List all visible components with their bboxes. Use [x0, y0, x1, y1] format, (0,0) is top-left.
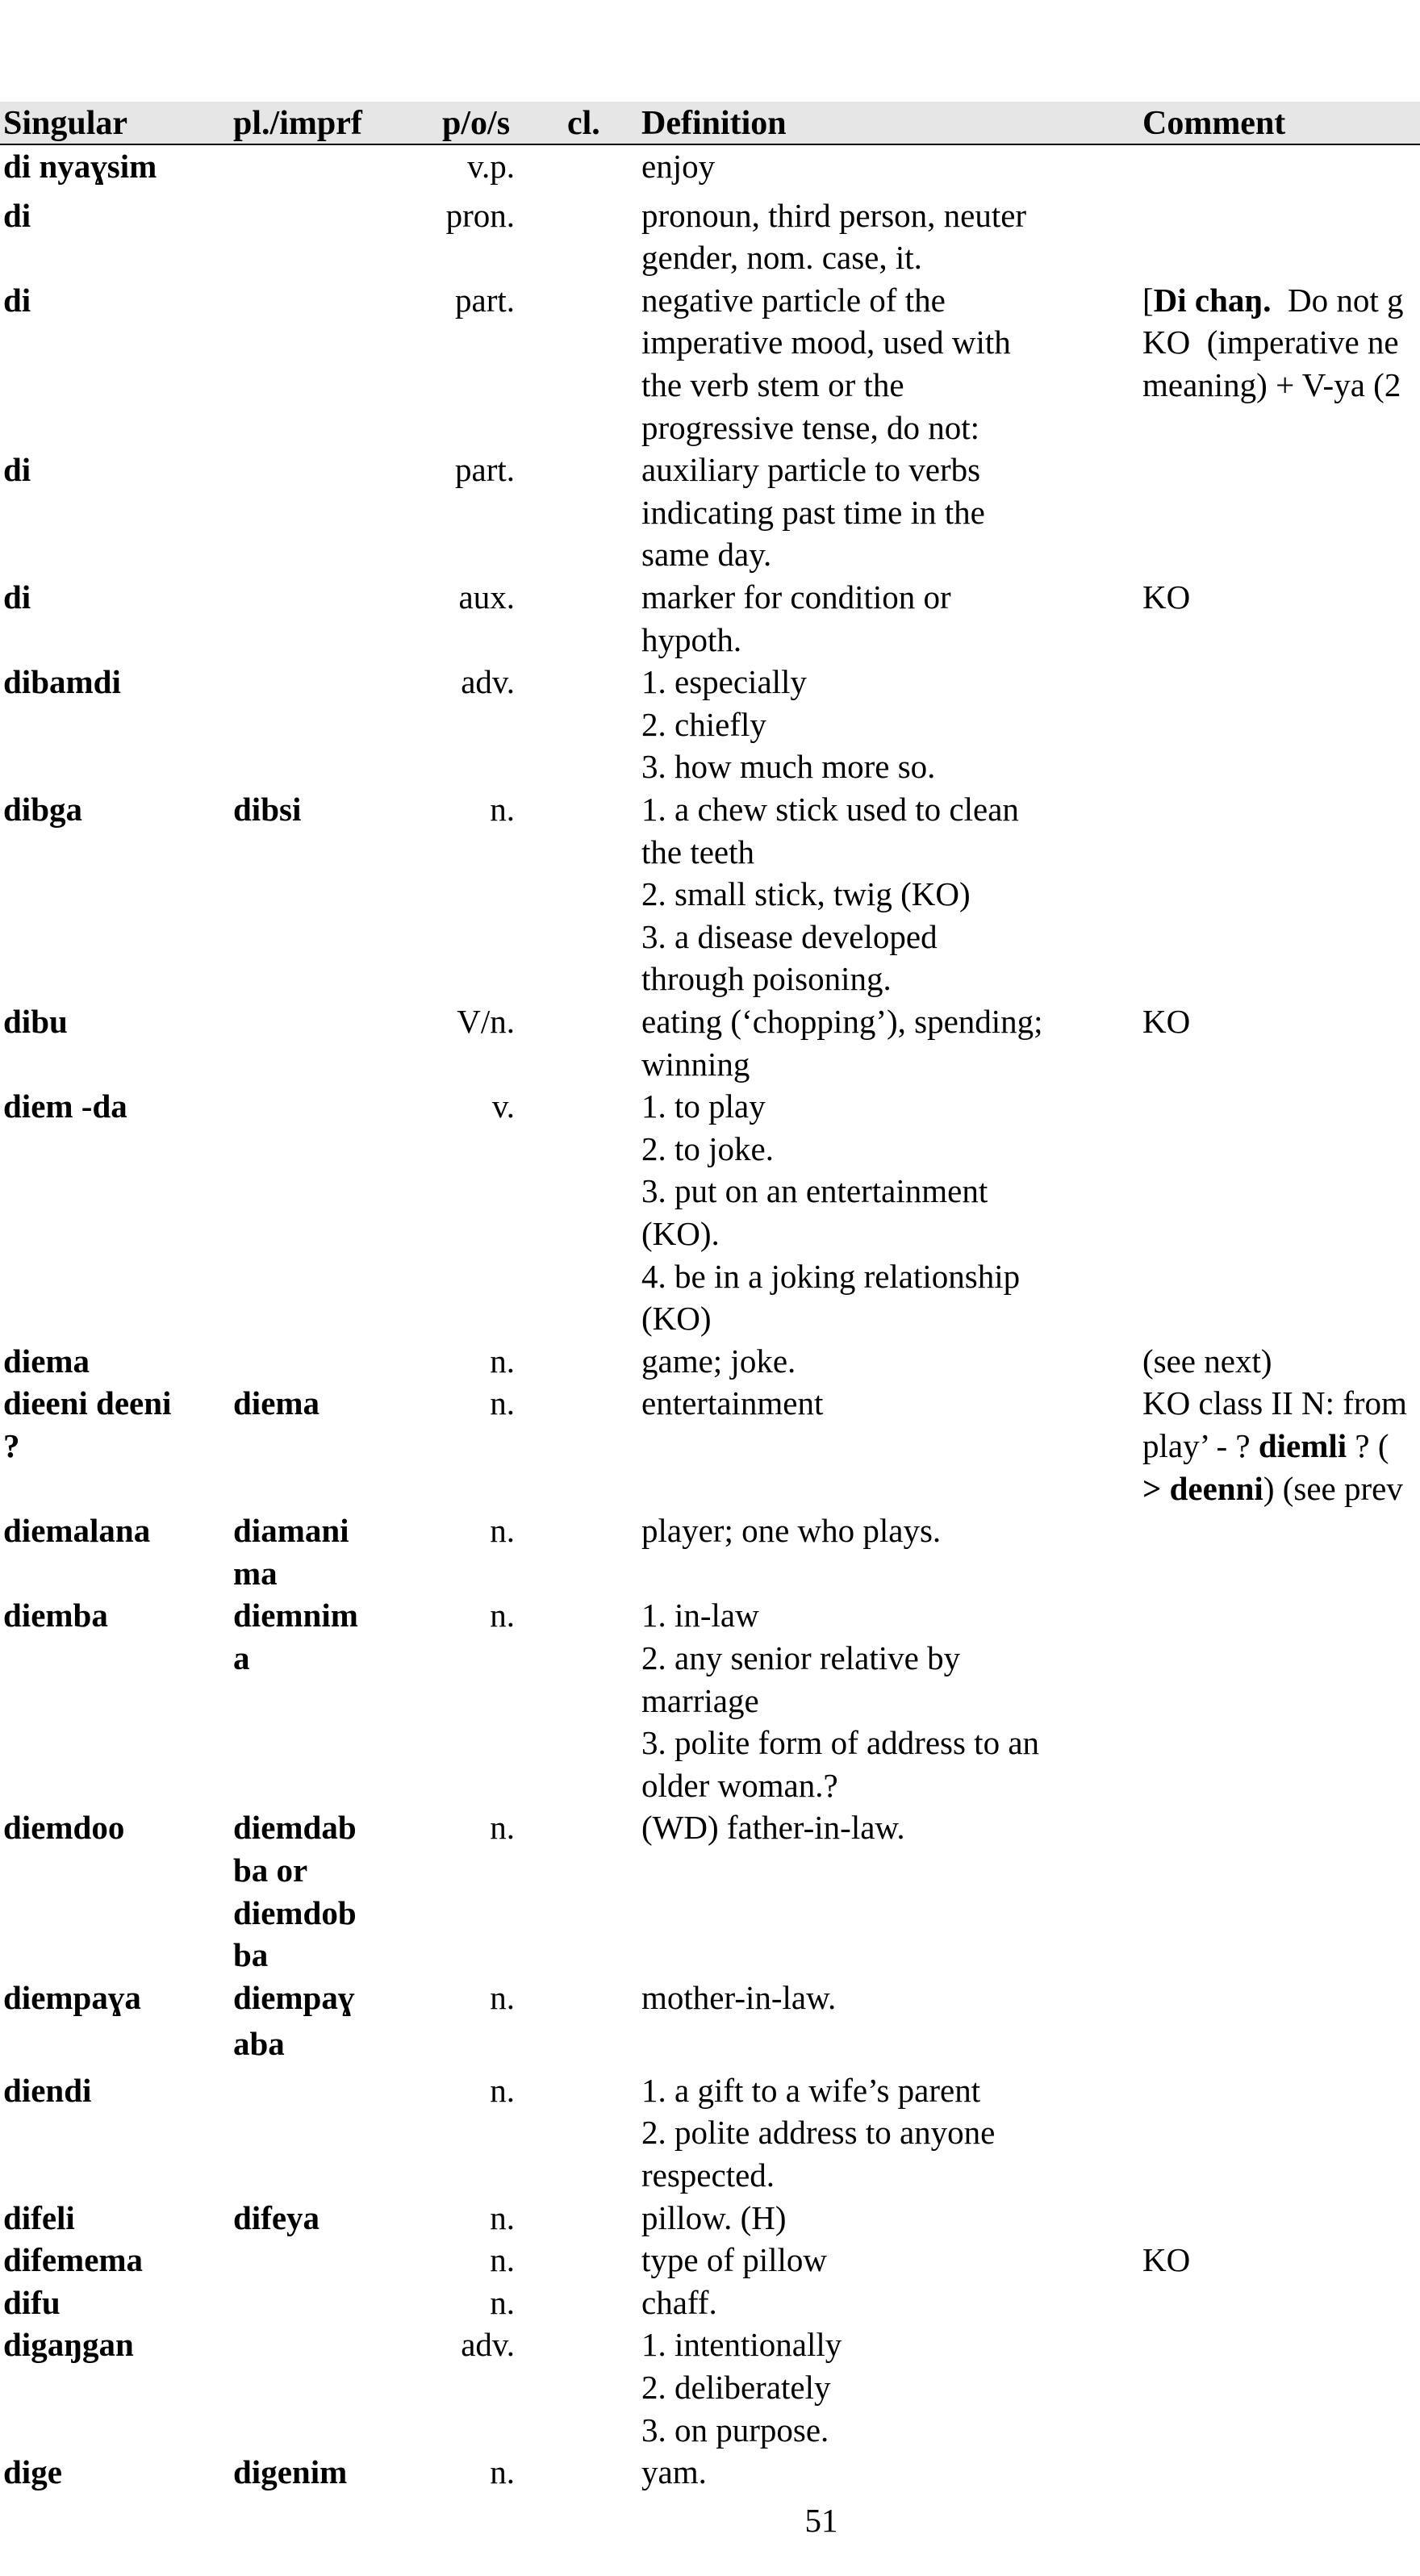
part-of-speech: adv.	[461, 2326, 515, 2364]
plural-form-line: diema	[233, 1384, 320, 1422]
part-of-speech: pron.	[445, 196, 515, 234]
definition-line: 1. a chew stick used to clean	[641, 790, 1019, 828]
headword	[3, 1509, 150, 1552]
definition-line: 1. a gift to a wife’s parent	[641, 2071, 981, 2109]
comment-text: KO (imperative ne	[1142, 324, 1399, 361]
definition-line: 2. to joke.	[641, 1129, 774, 1167]
comment-text: diemli	[1258, 1426, 1347, 1464]
definition-line: mother-in-law.	[641, 1978, 837, 2016]
table-row	[0, 1340, 1420, 1383]
table-row	[0, 2197, 1420, 2240]
headword	[3, 1806, 124, 1849]
definition-line: chaff.	[641, 2283, 717, 2321]
definition-line: (WD) father-in-law.	[641, 1809, 905, 1847]
part-of-speech: n.	[490, 2071, 515, 2109]
definition-line: pronoun, third person, neuter	[641, 196, 1027, 234]
definition	[641, 1806, 905, 1849]
plural-form	[233, 1382, 320, 1425]
headword	[3, 1340, 90, 1383]
definition-line: 2. small stick, twig (KO)	[641, 875, 971, 913]
comment	[1142, 1382, 1407, 1509]
definition-line: through poisoning.	[641, 960, 892, 998]
definition	[641, 661, 935, 788]
headword-line: difeli	[3, 2198, 75, 2236]
definition-line: enjoy	[641, 148, 716, 185]
part-of-speech: n.	[490, 2241, 515, 2279]
definition-line: 2. deliberately	[641, 2369, 831, 2407]
definition-line: 1. especially	[641, 663, 807, 701]
part-of-speech: part.	[455, 281, 515, 319]
comment-line	[1142, 279, 1403, 322]
plural-form	[233, 1806, 357, 1976]
definition	[641, 576, 951, 661]
comment-text: KO class II N: from	[1142, 1384, 1407, 1422]
headword	[3, 1977, 141, 2019]
part-of-speech: n.	[490, 1978, 515, 2016]
headword-line: diempaɣa	[3, 1978, 141, 2016]
headword-line: di nyaɣsim	[3, 148, 157, 185]
headword	[3, 279, 31, 322]
comment-text: > deenni	[1142, 1469, 1263, 1507]
part-of-speech: n.	[490, 2283, 515, 2321]
headword-line: dibga	[3, 790, 82, 828]
part-of-speech: V/n.	[457, 1002, 515, 1040]
definition-line: 4. be in a joking relationship	[641, 1257, 1021, 1295]
comment-line	[1142, 321, 1403, 364]
plural-form	[233, 2451, 347, 2494]
headword-line: di	[3, 196, 31, 234]
headword-line: di	[3, 281, 31, 319]
comment-line	[1142, 364, 1403, 407]
table-row	[0, 788, 1420, 1000]
plural-form	[233, 2197, 320, 2240]
headword-line: dibu	[3, 1002, 68, 1040]
definition-line: negative particle of the	[641, 281, 946, 319]
definition	[641, 1340, 796, 1383]
definition-line: entertainment	[641, 1384, 824, 1422]
definition-line: marriage	[641, 1681, 759, 1719]
definition-line: respected.	[641, 2156, 775, 2194]
headword	[3, 2282, 61, 2324]
definition	[641, 1382, 823, 1425]
table-row	[0, 1085, 1420, 1340]
comment-line	[1142, 1000, 1190, 1043]
headword-line: digaŋgan	[3, 2326, 134, 2364]
headword	[3, 1085, 127, 1128]
comment	[1142, 279, 1403, 407]
header-definition: Definition	[641, 105, 787, 142]
comment-text: [	[1142, 281, 1154, 319]
headword-line: difu	[3, 2283, 61, 2321]
plural-form-line: a	[233, 1639, 250, 1676]
plural-form-line: dibsi	[233, 790, 302, 828]
plural-form	[233, 1594, 358, 1679]
headword-line: dieeni deeni	[3, 1384, 172, 1422]
definition-line: indicating past time in the	[641, 493, 985, 531]
definition	[641, 279, 1011, 449]
definition-line: 3. polite form of address to an	[641, 1724, 1040, 1762]
comment	[1142, 576, 1190, 619]
header-comment: Comment	[1142, 105, 1286, 142]
definition-line: type of pillow	[641, 2241, 828, 2279]
headword	[3, 661, 121, 703]
comment-text: KO	[1142, 578, 1191, 616]
header-plural: pl./imprf	[233, 105, 362, 142]
plural-form-line: ba or	[233, 1851, 308, 1889]
definition-line: auxiliary particle to verbs	[641, 451, 981, 489]
part-of-speech: n.	[490, 2453, 515, 2491]
table-row	[0, 145, 1420, 188]
headword-line: diemalana	[3, 1512, 151, 1550]
headword	[3, 576, 31, 619]
headword-line: di	[3, 451, 31, 489]
table-row	[0, 1594, 1420, 1806]
comment	[1142, 2239, 1190, 2282]
headword	[3, 2323, 134, 2366]
definition-line: (KO).	[641, 1214, 720, 1252]
plural-form-line: ma	[233, 1554, 278, 1592]
comment-line	[1142, 1340, 1272, 1383]
definition-line: gender, nom. case, it.	[641, 239, 922, 277]
definition-line: pillow. (H)	[641, 2198, 787, 2236]
definition-line: 2. any senior relative by	[641, 1639, 961, 1676]
part-of-speech: n.	[490, 1597, 515, 1635]
definition-line: 2. polite address to anyone	[641, 2114, 996, 2152]
plural-form-line: diemdab	[233, 1809, 357, 1847]
part-of-speech: n.	[490, 790, 515, 828]
comment-text: KO	[1142, 1002, 1191, 1040]
definition	[641, 2239, 827, 2282]
headword-line: diem -da	[3, 1088, 127, 1125]
plural-form-line: diempaɣ	[233, 1978, 355, 2016]
plural-form-line: digenim	[233, 2453, 348, 2491]
comment-text: Di chaŋ.	[1153, 281, 1272, 319]
headword	[3, 194, 31, 237]
definition	[641, 2282, 717, 2324]
headword	[3, 145, 157, 188]
definition	[641, 2069, 995, 2197]
plural-form-line: diemdob	[233, 1893, 357, 1931]
plural-form	[233, 1509, 349, 1594]
comment-line	[1142, 1425, 1407, 1468]
definition-line: winning	[641, 1045, 750, 1083]
page-number: 51	[804, 2502, 838, 2539]
headword	[3, 2069, 91, 2112]
definition-line: the teeth	[641, 833, 755, 870]
definition-line: older woman.?	[641, 1766, 838, 1804]
comment-text: ) (see prev	[1263, 1469, 1403, 1507]
headword	[3, 2197, 75, 2240]
definition-line: 3. how much more so.	[641, 748, 936, 786]
comment-text: Do not g	[1271, 281, 1404, 319]
definition-line: 1. intentionally	[641, 2326, 842, 2364]
table-row	[0, 1977, 1420, 2061]
headword-line: diendi	[3, 2071, 92, 2109]
table-row	[0, 1000, 1420, 1085]
definition-line: 3. put on an entertainment	[641, 1172, 988, 1210]
table-row	[0, 576, 1420, 661]
plural-form-line: ba	[233, 1936, 269, 1974]
table-row	[0, 2323, 1420, 2451]
table-row	[0, 661, 1420, 788]
comment-text: (see next)	[1142, 1342, 1272, 1380]
headword-line: difemema	[3, 2241, 144, 2279]
definition	[641, 1594, 1039, 1806]
part-of-speech: aux.	[458, 578, 515, 616]
table-row	[0, 449, 1420, 576]
plural-form-line: aba	[233, 2025, 285, 2063]
headword-line: di	[3, 578, 31, 616]
headword-line: ?	[3, 1426, 20, 1464]
headword	[3, 449, 31, 491]
definition-line: (KO)	[641, 1300, 712, 1338]
definition-line: hypoth.	[641, 620, 742, 658]
comment	[1142, 1340, 1272, 1383]
headword	[3, 1000, 68, 1043]
definition	[641, 1085, 1020, 1340]
definition-line: game; joke.	[641, 1342, 796, 1380]
definition-line: imperative mood, used with	[641, 324, 1011, 361]
comment-line	[1142, 2239, 1190, 2282]
table-row	[0, 1806, 1420, 1976]
plural-form-line: diemnim	[233, 1597, 358, 1635]
plural-form-line: diamani	[233, 1512, 349, 1550]
definition	[641, 2451, 707, 2494]
table-row	[0, 2282, 1420, 2324]
definition	[641, 1509, 941, 1552]
definition-line: yam.	[641, 2453, 707, 2491]
definition-line: 1. to play	[641, 1088, 766, 1125]
definition	[641, 788, 1019, 1000]
definition-line: eating (‘chopping’), spending;	[641, 1002, 1043, 1040]
headword-line: diemdoo	[3, 1809, 125, 1847]
part-of-speech: v.	[491, 1088, 515, 1125]
part-of-speech: adv.	[461, 663, 515, 701]
headword	[3, 2239, 143, 2282]
table-row	[0, 279, 1420, 449]
table-row	[0, 194, 1420, 279]
plural-form	[233, 1977, 354, 2069]
definition	[641, 145, 715, 188]
definition	[641, 2323, 842, 2451]
comment	[1142, 1000, 1190, 1043]
headword	[3, 788, 82, 831]
definition-line: 3. on purpose.	[641, 2411, 829, 2449]
table-row	[0, 1509, 1420, 1594]
part-of-speech: n.	[490, 1384, 515, 1422]
part-of-speech: n.	[490, 1512, 515, 1550]
definition-line: player; one who plays.	[641, 1512, 942, 1550]
part-of-speech: n.	[490, 1342, 515, 1380]
comment-text: KO	[1142, 2241, 1191, 2279]
header-class: cl.	[567, 105, 600, 142]
definition	[641, 449, 985, 576]
part-of-speech: part.	[455, 451, 515, 489]
comment-line	[1142, 576, 1190, 619]
header-pos: p/o/s	[442, 105, 511, 142]
table-header	[0, 102, 1420, 145]
definition	[641, 1977, 836, 2019]
definition	[641, 194, 1026, 279]
comment-text: ? (	[1347, 1426, 1389, 1464]
table-row	[0, 2451, 1420, 2494]
comment-line	[1142, 1382, 1407, 1425]
header-singular: Singular	[3, 105, 128, 142]
table-row	[0, 2069, 1420, 2197]
definition-line: 3. a disease developed	[641, 917, 938, 955]
plural-form-line: difeya	[233, 2198, 320, 2236]
definition	[641, 2197, 787, 2240]
plural-form	[233, 788, 301, 831]
definition	[641, 1000, 1043, 1085]
headword-line: diema	[3, 1342, 90, 1380]
comment-text: meaning) + V-ya (2	[1142, 365, 1401, 403]
headword	[3, 2451, 62, 2494]
table-row	[0, 2239, 1420, 2282]
part-of-speech: n.	[490, 2198, 515, 2236]
table-row	[0, 1382, 1420, 1509]
definition-line: the verb stem or the	[641, 365, 904, 403]
definition-line: same day.	[641, 536, 772, 574]
comment-text: play’ - ?	[1142, 1426, 1259, 1464]
headword	[3, 1594, 108, 1637]
definition-line: marker for condition or	[641, 578, 951, 616]
part-of-speech: n.	[490, 1809, 515, 1847]
headword-line: dibamdi	[3, 663, 121, 701]
part-of-speech: v.p.	[467, 148, 515, 185]
definition-line: progressive tense, do not:	[641, 408, 980, 446]
definition-line: 1. in-law	[641, 1597, 759, 1635]
headword	[3, 1382, 171, 1467]
headword-line: diemba	[3, 1597, 108, 1635]
definition-line: 2. chiefly	[641, 705, 766, 743]
dictionary-table	[0, 145, 1420, 2494]
comment-line	[1142, 1468, 1407, 1510]
headword-line: dige	[3, 2453, 62, 2491]
